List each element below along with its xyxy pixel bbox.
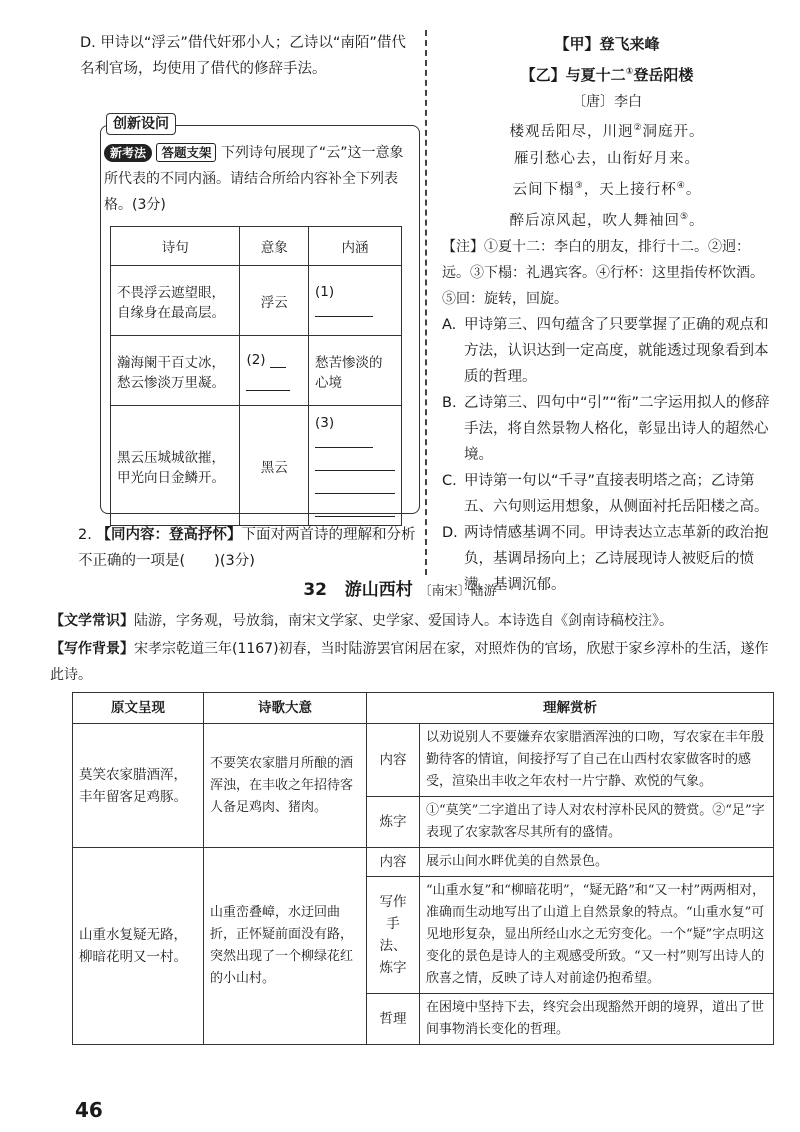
cloud-image-table bbox=[110, 226, 402, 526]
innovation-prompt bbox=[104, 140, 412, 218]
poem-a-title: 【甲】登飞来峰 bbox=[554, 35, 660, 53]
row1-text-content: 以劝说别人不要嫌弃农家腊酒浑浊的口吻，写农家在丰年殷勤待客的情谊，间接抒写了自己在山西村农家做客时的感受，渲染出丰收之年农村一片宁静、欢悦的气象。 bbox=[420, 724, 774, 797]
row3-meaning-cell bbox=[309, 406, 402, 526]
poem-note: 【注】①夏十二：李白的朋友，排行十二。②迥：远。③下榻：礼遇宾客。④行杯：这里指传杯饮酒。⑤回：旋转，回旋。 bbox=[442, 239, 764, 308]
header-image: 意象 bbox=[240, 227, 309, 266]
analysis-table bbox=[72, 692, 774, 1045]
table-row bbox=[111, 266, 402, 336]
row2-text-philosophy: 在困境中坚持下去，终究会出现豁然开朗的境界，道出了世间事物消长变化的哲理。 bbox=[420, 994, 774, 1045]
table-row bbox=[111, 406, 402, 526]
table-row bbox=[73, 848, 774, 877]
header-meaning: 诗歌大意 bbox=[204, 693, 367, 724]
innovation-content bbox=[104, 140, 412, 526]
new-method-badge: 新考法 bbox=[104, 144, 152, 162]
question-2 bbox=[78, 522, 418, 574]
answer-blank-2b[interactable] bbox=[246, 374, 290, 391]
answer-blank-1[interactable] bbox=[315, 300, 373, 317]
poem-line: 云间下榻③，天上接行杯④。 bbox=[512, 180, 702, 198]
writing-background: 【写作背景】宋孝宗乾道三年(1167)初春，当时陆游罢官闲居在家，对照炸伪的官场，欣慰于家乡淳朴的生活，遂作此诗。 bbox=[50, 641, 769, 683]
row2-image-cell bbox=[240, 336, 309, 406]
header-meaning: 内涵 bbox=[309, 227, 402, 266]
section-title: 32 游山西村 〔南宋〕陆游 bbox=[303, 580, 497, 600]
innovation-prompt-text: 下列诗句展现了“云”这一意象所代表的不同内涵。请结合所给内容补全下列表格。(3分) bbox=[104, 145, 404, 213]
row2-label-philosophy: 哲理 bbox=[367, 994, 420, 1045]
left-column bbox=[78, 30, 413, 82]
poem-line: 雁引愁心去，山衔好月来。 bbox=[514, 150, 700, 167]
row3-poem: 黑云压城城欲摧，甲光向日金鳞开。 bbox=[111, 406, 240, 526]
table-row bbox=[111, 336, 402, 406]
answer-blank-3c[interactable] bbox=[315, 471, 395, 494]
column-divider bbox=[425, 30, 427, 575]
row1-label-content: 内容 bbox=[367, 724, 420, 797]
right-column bbox=[442, 30, 772, 598]
row3-meaning-label: (3) bbox=[315, 414, 335, 431]
row1-text-wording: ①“莫笑”二字道出了诗人对农村淳朴民风的赞赏。②“足”字表现了农家款客尽其所有的盛情。 bbox=[420, 797, 774, 848]
q1-option-d: D. 甲诗以“浮云”借代奸邪小人；乙诗以“南陌”借代名利官场，均使用了借代的修辞手法。 bbox=[80, 35, 406, 77]
innovation-title: 创新设问 bbox=[106, 113, 176, 135]
row2-label-technique: 写作手法、炼字 bbox=[367, 877, 420, 994]
option-d: D. 两诗情感基调不同。甲诗表达立志革新的政治抱负，基调昂扬向上；乙诗展现诗人被贬后的愤懑，基调沉郁。 bbox=[442, 525, 769, 594]
header-analysis: 理解赏析 bbox=[367, 693, 774, 724]
row2-image-label: (2) bbox=[246, 351, 266, 368]
row1-meaning: 不要笑农家腊月所酿的酒浑浊，在丰收之年招待客人备足鸡肉、猪肉。 bbox=[204, 724, 367, 848]
row2-meaning: 愁苦惨淡的心境 bbox=[309, 336, 402, 406]
row2-original: 山重水复疑无路，柳暗花明又一村。 bbox=[73, 848, 204, 1045]
row1-poem: 不畏浮云遮望眼，自缘身在最高层。 bbox=[111, 266, 240, 336]
page-number: 46 bbox=[75, 1098, 103, 1122]
q2-number: 2. bbox=[78, 527, 92, 543]
poem-line: 楼观岳阳尽，川迥②洞庭开。 bbox=[509, 123, 705, 140]
option-a: A. 甲诗第三、四句蕴含了只要掌握了正确的观点和方法，认识达到一定高度，就能透过现象看到本质的哲理。 bbox=[442, 317, 769, 386]
row1-original: 莫笑农家腊酒浑，丰年留客足鸡豚。 bbox=[73, 724, 204, 848]
option-c: C. 甲诗第一句以“千寻”直接表明塔之高；乙诗第五、六句则运用想象，从侧面衬托岳阳楼之高。 bbox=[442, 473, 769, 516]
poem-b-author: 〔唐〕李白 bbox=[572, 94, 642, 110]
table-header-row bbox=[73, 693, 774, 724]
row1-meaning-cell bbox=[309, 266, 402, 336]
literary-knowledge: 【文学常识】陆游，字务观，号放翁，南宋文学家、史学家、爱国诗人。本诗选自《剑南诗稿校注》。 bbox=[50, 613, 673, 629]
answer-blank-3a[interactable] bbox=[315, 431, 373, 448]
row2-poem: 瀚海阑干百丈冰，愁云惨淡万里凝。 bbox=[111, 336, 240, 406]
row1-meaning-label: (1) bbox=[315, 284, 335, 300]
table-header-row bbox=[111, 227, 402, 266]
row2-meaning: 山重峦叠嶂，水迂回曲折，正怀疑前面没有路，突然出现了一个柳绿花红的小山村。 bbox=[204, 848, 367, 1045]
option-b: B. 乙诗第三、四句中“引”“衔”二字运用拟人的修辞手法，将自然景物人格化，彰显出诗人的超然心境。 bbox=[442, 395, 770, 464]
poem-b-title: 【乙】与夏十二①登岳阳楼 bbox=[520, 66, 694, 84]
answer-blank-3b[interactable] bbox=[315, 448, 395, 471]
q2-text: 下面对两首诗的理解和分析不正确的一项是( )(3分) bbox=[78, 527, 416, 569]
row1-label-wording: 炼字 bbox=[367, 797, 420, 848]
row1-image: 浮云 bbox=[240, 266, 309, 336]
row2-text-technique: “山重水复”和“柳暗花明”，“疑无路”和“又一村”两两相对，准确而生动地写出了山道上自然景象的特点。“山重水复”可见地形复杂，显出所经山水之无穷变化。一个“疑”字点明这变化的景色是诗人的主观感受所致。“又一村”则写出诗人的欣喜之情，反映了诗人对前途仍抱希望。 bbox=[420, 877, 774, 994]
header-poem: 诗句 bbox=[111, 227, 240, 266]
answer-frame-badge: 答题支架 bbox=[156, 143, 216, 162]
answer-blank-3d[interactable] bbox=[315, 494, 395, 517]
answer-blank-2a[interactable] bbox=[270, 351, 286, 368]
table-row bbox=[73, 724, 774, 797]
poem-line: 醉后凉风起，吹人舞袖回⑤。 bbox=[509, 211, 705, 229]
row2-label-content: 内容 bbox=[367, 848, 420, 877]
header-original: 原文呈现 bbox=[73, 693, 204, 724]
row2-text-content: 展示山间水畔优美的自然景色。 bbox=[420, 848, 774, 877]
q2-tag: 【同内容：登高抒怀】 bbox=[96, 527, 242, 543]
row3-image: 黑云 bbox=[240, 406, 309, 526]
